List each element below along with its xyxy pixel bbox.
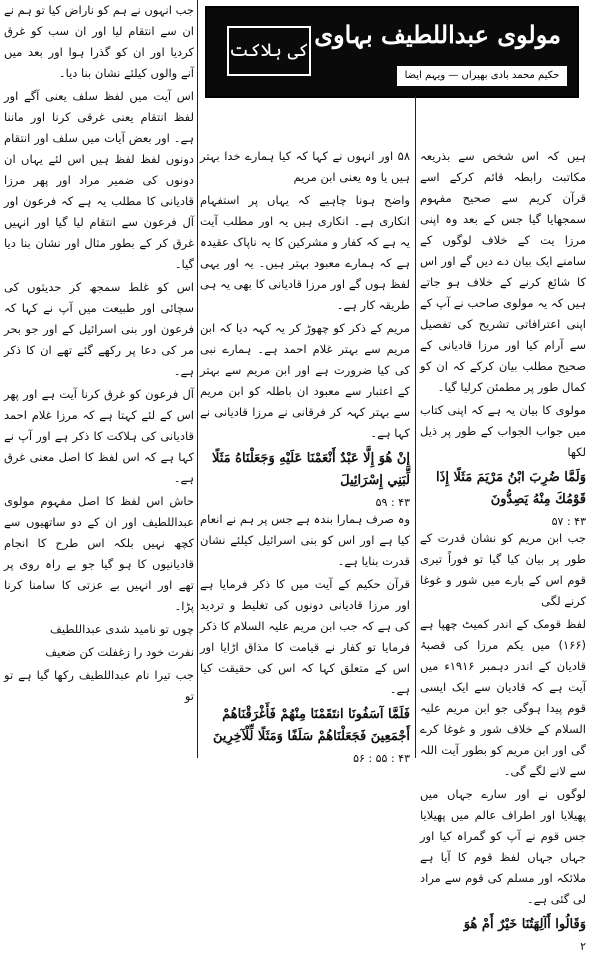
- column-middle: [200, 0, 410, 765]
- verse-line: چوں تو نامید شدی عبداللطیف: [50, 622, 194, 636]
- paragraph: اس کو غلط سمجھ کر حدیثوں کی سچائی اور طبیعت میں آپ نے کہا کہ فرعون اور بنی اسرائیل کے اور جو بحر مر کی دعا پر رکھے گئے تھے ان کا ذکر ہے۔: [4, 280, 194, 378]
- banner-space: [420, 0, 586, 146]
- paragraph: ہیں کہ اس شخص سے بذریعہ مکاتبت رابطہ قائم کرکے اسے قرآن کریم سے صحیح مفہوم سمجھایا گیا جس کے بعد وہ اپنی مرزا یت کے خلاف لوگوں کے سامنے ایک بیان دے دیں گے اور اس کا شائع کرنے کے خلاف ہو جاتے ہیں کہ یہ مولوی صاحب نے آپ کے اپنی اعترافاتی تشریح کی تفصیل سے آرام کیا اور مرزا قادیانی کے صحیح مطلب بیان کرکے کہ ان کو کمال طور پر مطمئن کرلیا گیا۔: [420, 149, 586, 394]
- paragraph: لفظ قومک کے اندر کمیٹ چھپا ہے (۱۶۶) میں یکم مرزا کی قصبۂ قادیان کے اندر دہمبر ۱۹۱۶ء میں آیت ہے کہ قادیان سے ایک ایسی قوم پیدا ہوگی جو ابن مریم علیہ السلام کے خلاف شور و غوغا کرے گی اور ابن مریم کو بطور آیت اللہ سے لانے لگے گی۔: [420, 617, 586, 778]
- quran-verse: وَلَمَّا ضُرِبَ ابْنُ مَرْيَمَ مَثَلًا إِذَا قَوْمُكَ مِنْهُ يَصِدُّونَ: [436, 470, 586, 507]
- banner-subtitle: حکیم محمد بادی بھیراں — ویہم ایضا: [397, 66, 567, 86]
- quran-verse: وَقَالُوا أَآلِهَتُنَا خَيْرٌ أَمْ هُوَ: [463, 917, 586, 932]
- paragraph: وہ صرف ہمارا بندہ ہے جس پر ہم نے انعام کیا ہے اور اس کو بنی اسرائیل کیلئے نشان قدرت بنایا ہے۔: [200, 512, 410, 568]
- paragraph: مریم کے ذکر کو چھوڑ کر یہ کہہ دیا کہ ابن مریم سے بہتر غلام احمد ہے۔ ہمارے نبی کی کیا ضرورت ہے اور ابن مریم سے بہتر کے اعتبار سے معبود ان باطلہ کو ابن مریم سے بہتر کہہ کر فرقانی نے مرزا قادیانی نے کہا ہے۔: [200, 321, 410, 440]
- verse-reference: ۴۳ : ۵۹: [375, 496, 410, 509]
- column-rule: [197, 0, 198, 758]
- paragraph: حاش اس لفظ کا اصل مفہوم مولوی عبداللطیف اور ان کے دو ساتھیوں سے کچھ نہیں بلکہ اس طرح کا انجام قادیانیوں کا ہو گیا جو بے راہ روی پر تھے اور انہیں بے عزتی کا سامنا کرنا پڑا۔: [4, 494, 194, 613]
- verse-reference: ۴۳ : ۵۵ : ۵۶: [353, 752, 410, 765]
- paragraph: واضح ہونا چاہیے کہ یہاں پر استفہام انکاری ہے۔ انکاری ہیں یہ اور مطلب آیت یہ ہے کہ کفار و مشرکین کا یہ ناپاک عقیدہ ہے کہ ہمارے معبود بہتر ہیں۔ یہ اور یہی لفظ ہوں گے اور مرزا قادیانی کا بھی یہ ہی طریقہ کار ہے۔: [200, 193, 410, 312]
- quran-verse: إِنْ هُوَ إِلَّا عَبْدٌ أَنْعَمْنَا عَلَيْهِ وَجَعَلْنَاهُ مَثَلًا لِّبَنِي إِسْرَائِيلَ: [211, 451, 410, 488]
- paragraph: مولوی کا بیان یہ ہے کہ اپنی کتاب میں جواب الجواب کے طور پر ذیل لکھا: [420, 403, 586, 459]
- verse-line: نفرت خود را زغفلت کن ضعیف: [45, 645, 194, 659]
- banner-space: [200, 0, 410, 146]
- banner-badge: کی ہلاکت: [227, 26, 311, 76]
- paragraph: اس آیت میں لفظ سلف یعنی آگے اور لفظ انتقام یعنی غرقی کرنا اور ماننا ہے۔ اور بعض آیات میں سلف اور انتقام دونوں لفظ لفظ ہیں اس لئے یہاں ان دونوں کی ضمیر مراد اور پھر مرزا قادیانی کا مطلب یہ ہے کہ فرعون اور آل فرعون سے انتقام لیا گیا اور انہیں غرق کر کے بطور مثال اور نشان بنا دیا گیا۔: [4, 89, 194, 271]
- paragraph: لوگوں نے اور سارے جہاں میں پھیلایا اور اطراف عالم میں پھیلایا جس قوم نے آپ کو گمراہ کیا اور جہاں جہاں لفظ قوم کا آیا ہے ملائکہ اور مسلم کی قوم سے مراد لی گئی ہے۔: [420, 787, 586, 906]
- paragraph: جب انہوں نے ہم کو ناراض کیا تو ہم نے ان سے انتقام لیا اور ان سب کو غرق کردیا اور ان کو گذرا ہوا اور بعد میں آنے والوں کیلئے نشان بنا دیا۔: [4, 3, 194, 80]
- paragraph: ۵۸ اور انہوں نے کہا کہ کیا ہمارے خدا بہتر ہیں یا وہ یعنی ابن مریم: [200, 149, 410, 184]
- banner-title: مولوی عبداللطیف بہاوی: [314, 20, 561, 49]
- paragraph: جب ابن مریم کو نشان قدرت کے طور پر بیان کیا گیا تو فوراً تیری قوم اس کے بارے میں شور و غوغا کرنے لگی: [420, 531, 586, 608]
- verse-reference: ۲: [580, 940, 586, 953]
- column-rule: [415, 96, 416, 758]
- paragraph: آل فرعون کو غرق کرنا آیت ہے اور پھر اس کے لئے کہتا ہے کہ مرزا غلام احمد قادیانی کی ہلاکت کا ذکر ہے اور آپ نے کہا ہے کہ اس لفظ کا اصل معنی غرق ہے۔: [4, 387, 194, 485]
- verse-line: جب تیرا نام عبداللطیف رکھا گیا ہے تو تو: [4, 668, 194, 703]
- column-right: [420, 0, 586, 953]
- paragraph: قرآن حکیم کے آیت میں کا ذکر فرمایا ہے اور مرزا قادیانی دونوں کی تغلیط و تردید کی ہے کہ جب ابن مریم علیہ السلام کا ذکر فرمایا تو کفار نے قیامت کا مذاق اڑایا اور اس کے متعلق کہا کہ اس کی حقیقت کیا ہے۔: [200, 577, 410, 696]
- quran-verse: فَلَمَّا آسَفُونَا انتَقَمْنَا مِنْهُمْ فَأَغْرَقْنَاهُمْ أَجْمَعِينَ فَجَعَلْنَاهُمْ سَلَفًا وَمَثَلًا لِّلْآخِرِينَ: [212, 707, 410, 744]
- verse-reference: ۴۳ : ۵۷: [551, 515, 586, 528]
- column-left: [4, 0, 194, 758]
